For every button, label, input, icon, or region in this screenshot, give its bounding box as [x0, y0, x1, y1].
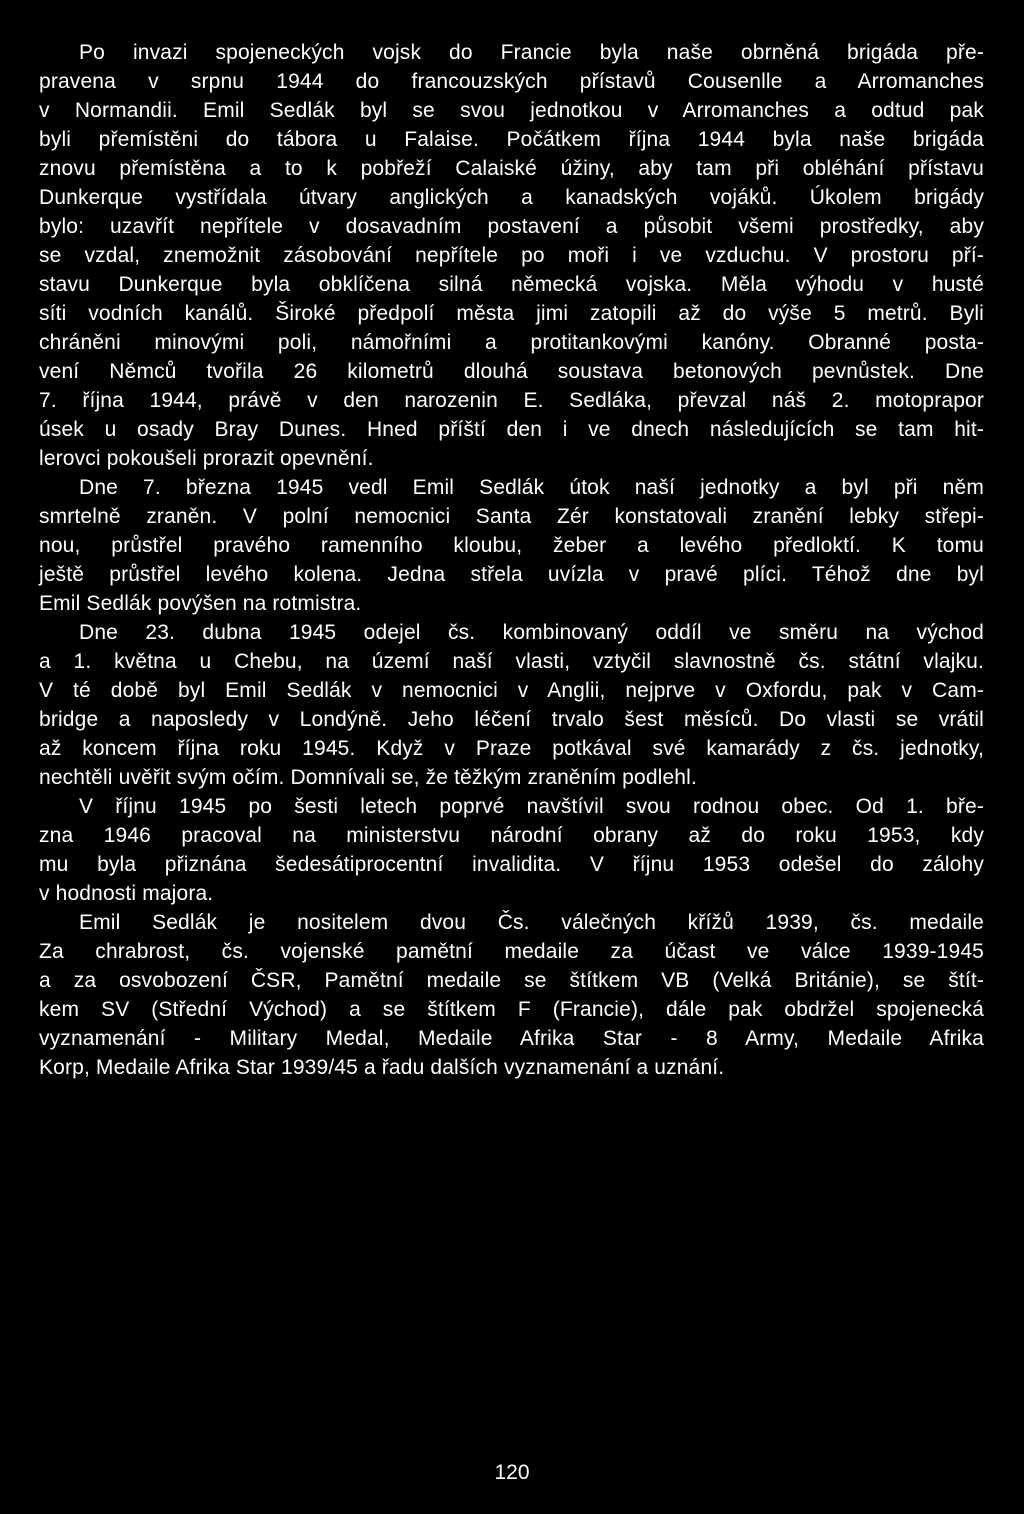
text-line: zna 1946 pracoval na ministerstvu národní obrany až do roku 1953, kdy [39, 824, 984, 847]
text-line: vyznamenání - Military Medal, Medaile Afrika Star - 8 Army, Medaile Afrika [39, 1027, 984, 1050]
text-line: Za chrabrost, čs. vojenské pamětní medaile za účast ve válce 1939-1945 [39, 940, 984, 963]
text-line: a 1. května u Chebu, na území naší vlasti, vztyčil slavnostně čs. státní vlajku. [39, 650, 984, 673]
text-line: kem SV (Střední Východ) a se štítkem F (Francie), dále pak obdržel spojenecká [39, 998, 984, 1021]
paragraph-3 [39, 618, 984, 792]
text-line: až koncem října roku 1945. Když v Praze potkával své kamarády z čs. jednotky, [39, 737, 984, 760]
text-line: Dne 7. března 1945 vedl Emil Sedlák útok naší jednotky a byl při něm [79, 476, 984, 499]
paragraph-5 [39, 908, 984, 1082]
text-line: síti vodních kanálů. Široké předpolí města jimi zatopili až do výše 5 metrů. Byli [39, 302, 984, 325]
text-line: Dunkerque vystřídala útvary anglických a kanadských vojáků. Úkolem brigády [39, 186, 984, 209]
text-line: smrtelně zraněn. V polní nemocnici Santa Zér konstatovali zranění lebky střepi- [39, 505, 984, 528]
text-line: byli přemístěni do tábora u Falaise. Počátkem října 1944 byla naše brigáda [39, 128, 984, 151]
text-line: v Normandii. Emil Sedlák byl se svou jednotkou v Arromanches a odtud pak [39, 99, 984, 122]
paragraph-2 [39, 473, 984, 618]
text-line: bridge a naposledy v Londýně. Jeho léčení trvalo šest měsíců. Do vlasti se vrátil [39, 708, 984, 731]
text-line: znovu přemístěna a to k pobřeží Calaiské úžiny, aby tam při obléhání přístavu [39, 157, 984, 180]
text-line: Emil Sedlák je nositelem dvou Čs. válečných křížů 1939, čs. medaile [79, 911, 984, 934]
text-line: V říjnu 1945 po šesti letech poprvé navštívil svou rodnou obec. Od 1. bře- [79, 795, 984, 818]
text-line: nechtěli uvěřit svým očím. Domnívali se, že těžkým zraněním podlehl. [39, 766, 697, 789]
text-line: Korp, Medaile Afrika Star 1939/45 a řadu dalších vyznamenání a uznání. [39, 1056, 725, 1079]
text-line: Po invazi spojeneckých vojsk do Francie byla naše obrněná brigáda pře- [79, 41, 984, 64]
text-line: V té době byl Emil Sedlák v nemocnici v Anglii, nejprve v Oxfordu, pak v Cam- [39, 679, 984, 702]
text-line: mu byla přiznána šedesátiprocentní invalidita. V říjnu 1953 odešel do zálohy [39, 853, 984, 876]
text-line: úsek u osady Bray Dunes. Hned příští den i ve dnech následujících se tam hit- [39, 418, 984, 441]
text-line: 7. října 1944, právě v den narozenin E. Sedláka, převzal náš 2. motoprapor [39, 389, 984, 412]
page-number: 120 [494, 1461, 530, 1484]
text-line: se vzdal, znemožnit zásobování nepřítele po moři i ve vzduchu. V prostoru pří- [39, 244, 984, 267]
text-line: v hodnosti majora. [39, 882, 214, 905]
text-line: a za osvobození ČSR, Pamětní medaile se štítkem VB (Velká Británie), se štít- [39, 969, 984, 992]
text-line: vení Němců tvořila 26 kilometrů dlouhá soustava betonových pevnůstek. Dne [39, 360, 984, 383]
text-line: bylo: uzavřít nepřítele v dosavadním postavení a působit všemi prostředky, aby [39, 215, 984, 238]
text-line: pravena v srpnu 1944 do francouzských přístavů Cousenlle a Arromanches [39, 70, 984, 93]
text-line: nou, průstřel pravého ramenního kloubu, žeber a levého předloktí. K tomu [39, 534, 984, 557]
text-line: ještě průstřel levého kolena. Jedna střela uvízla v pravé plíci. Téhož dne byl [39, 563, 984, 586]
paragraph-1 [39, 38, 984, 473]
text-line: lerovci pokoušeli prorazit opevnění. [39, 447, 374, 470]
text-line: stavu Dunkerque byla obklíčena silná německá vojska. Měla výhodu v husté [39, 273, 984, 296]
text-line: Emil Sedlák povýšen na rotmistra. [39, 592, 362, 615]
text-line: chráněni minovými poli, námořními a protitankovými kanóny. Obranné posta- [39, 331, 984, 354]
text-line: Dne 23. dubna 1945 odejel čs. kombinovaný oddíl ve směru na východ [79, 621, 984, 644]
page-body [39, 38, 984, 1082]
paragraph-4 [39, 792, 984, 908]
